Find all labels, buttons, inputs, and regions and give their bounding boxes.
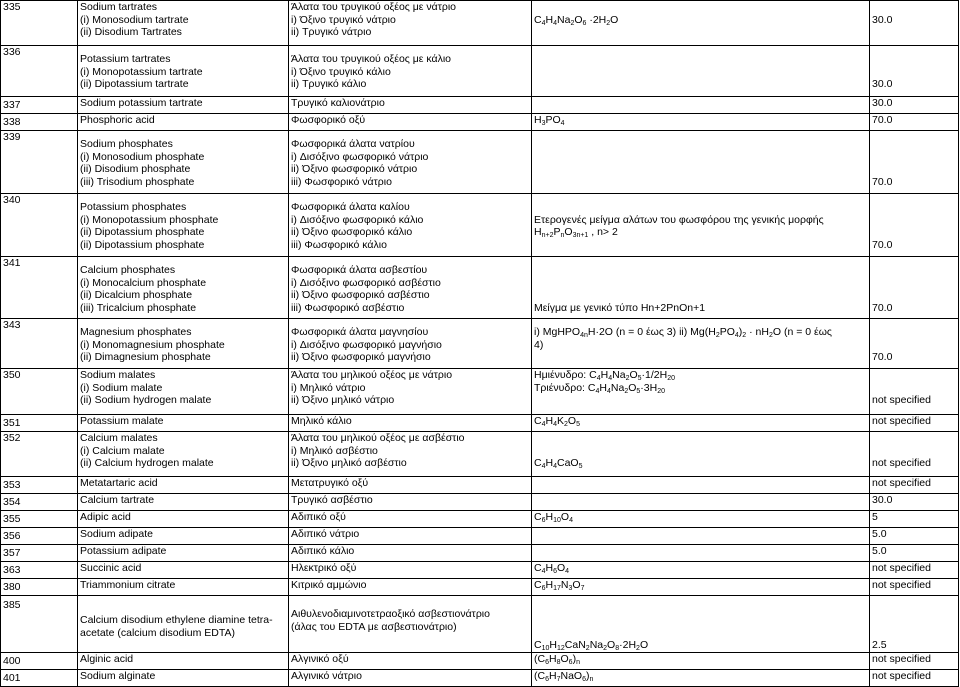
value-cell <box>870 477 959 494</box>
value-cell <box>870 494 959 511</box>
greek-name-line: Αδιπικό νάτριο <box>291 528 360 540</box>
row-number <box>1 545 78 562</box>
greek-name-line: Άλατα του τρυγικού οξέος με κάλιο <box>291 53 452 65</box>
formula-line <box>534 97 867 110</box>
greek-name-line: i) Δισόξινο φωσφορικό νάτριο <box>291 150 429 163</box>
english-name-cell <box>78 257 289 319</box>
value-text: 5 <box>872 511 878 523</box>
greek-name-line: Αιθυλενοδιαμινοτετραοξικό ασβεστιονάτριο <box>291 608 490 620</box>
row-number <box>1 46 78 97</box>
formula-line: $C_4H_4CaO_5$ <box>534 457 583 470</box>
english-name-line: (ii) Sodium hydrogen malate <box>80 394 212 406</box>
english-name-cell <box>78 562 289 579</box>
formula-cell <box>532 131 870 194</box>
row-number <box>1 528 78 545</box>
value-cell <box>870 319 959 369</box>
english-name-cell <box>78 369 289 415</box>
english-name-line: Adipic acid <box>80 511 131 523</box>
formula-line <box>534 528 867 541</box>
row-number <box>1 369 78 415</box>
greek-name-cell <box>289 97 532 114</box>
value-cell <box>870 511 959 528</box>
english-name-cell <box>78 319 289 369</box>
greek-name-cell <box>289 194 532 257</box>
greek-name-line: i) Μηλικό νάτριο <box>291 381 366 394</box>
value-cell <box>870 669 959 686</box>
row-number-text: 336 <box>3 46 21 58</box>
english-name-line: (i) Monocalcium phosphate <box>80 276 207 289</box>
row-number-text: 339 <box>3 131 21 143</box>
greek-name-line: i) Μηλικό ασβέστιο <box>291 444 378 457</box>
greek-name-line: Τρυγικό ασβέστιο <box>291 494 373 506</box>
value-cell <box>870 596 959 653</box>
table-row <box>1 596 959 653</box>
formula-cell <box>532 494 870 511</box>
formula-line <box>534 176 867 189</box>
row-number-text: 338 <box>3 116 21 128</box>
value-cell <box>870 528 959 545</box>
greek-name-line: Φωσφορικά άλατα καλίου <box>291 201 410 213</box>
formula-line: Μείγμα με γενικό τύπο Hn+2PnOn+1 <box>534 301 706 314</box>
formula-cell <box>532 596 870 653</box>
table-row <box>1 432 959 477</box>
table-row <box>1 477 959 494</box>
formula-cell <box>532 319 870 369</box>
row-number <box>1 494 78 511</box>
english-name-line: (i) Monosodium tartrate <box>80 13 189 26</box>
row-number-text: 401 <box>3 671 21 684</box>
table-row <box>1 652 959 669</box>
value-text: 70.0 <box>872 238 893 251</box>
english-name-line: Alginic acid <box>80 652 134 665</box>
formula-line: Ημιένυδρο: $C_4H_4Na_2O_5\cdot 1/2H_{20}$ <box>534 369 676 382</box>
row-number-text: 363 <box>3 564 21 576</box>
english-name-line: acetate (calcium disodium EDTA) <box>80 626 236 639</box>
row-number <box>1 511 78 528</box>
english-name-cell <box>78 669 289 686</box>
row-number-text: 350 <box>3 369 21 381</box>
formula-cell <box>532 477 870 494</box>
greek-name-line: ii) Όξινο μηλικό νάτριο <box>291 394 395 406</box>
greek-name-line: ii) Όξινο φωσφορικό μαγνήσιο <box>291 351 431 363</box>
value-text: 30.0 <box>872 78 893 90</box>
english-name-line: Potassium malate <box>80 415 164 427</box>
formula-cell <box>532 669 870 686</box>
row-number-text: 356 <box>3 530 21 542</box>
english-name-line: Succinic acid <box>80 562 142 574</box>
english-name-line: (ii) Dipotassium tartrate <box>80 78 189 90</box>
table-row <box>1 194 959 257</box>
english-name-line: (i) Monopotassium tartrate <box>80 65 203 78</box>
value-text: not specified <box>872 415 931 427</box>
row-number <box>1 669 78 686</box>
greek-name-line: Αλγινικό οξύ <box>291 652 349 665</box>
english-name-cell <box>78 1 289 46</box>
formula-line: $C_4H_4K_2O_5$ <box>534 415 580 428</box>
greek-name-line: Μετατρυγικό οξύ <box>291 477 369 489</box>
table-row <box>1 114 959 131</box>
english-name-line: Calcium malates <box>80 432 158 444</box>
english-name-cell <box>78 477 289 494</box>
value-text: not specified <box>872 579 931 591</box>
table-row <box>1 545 959 562</box>
english-name-cell <box>78 114 289 131</box>
english-name-cell <box>78 511 289 528</box>
formula-line: $H_{n+2}P_nO_{3n+1}$ , n> 2 <box>534 226 618 239</box>
greek-name-cell <box>289 652 532 669</box>
english-name-line: (i) Calcium malate <box>80 444 165 457</box>
row-number <box>1 432 78 477</box>
row-number-text: 380 <box>3 581 21 593</box>
greek-name-cell <box>289 369 532 415</box>
english-name-line: (i) Sodium malate <box>80 381 163 394</box>
row-number <box>1 579 78 596</box>
value-cell <box>870 97 959 114</box>
greek-name-cell <box>289 545 532 562</box>
greek-name-cell <box>289 528 532 545</box>
english-name-line: Calcium tartrate <box>80 494 155 506</box>
greek-name-cell <box>289 477 532 494</box>
value-text: 2.5 <box>872 639 887 651</box>
row-number-text: 337 <box>3 99 21 111</box>
table-row <box>1 528 959 545</box>
english-name-cell <box>78 545 289 562</box>
english-name-cell <box>78 528 289 545</box>
formula-line: $C_6H_{10}O_4$ <box>534 511 573 524</box>
row-number <box>1 131 78 194</box>
greek-name-line: i) Δισόξινο φωσφορικό ασβέστιο <box>291 276 441 289</box>
table-row <box>1 562 959 579</box>
table-row <box>1 369 959 415</box>
english-name-line: (i) Monopotassium phosphate <box>80 213 219 226</box>
row-number <box>1 319 78 369</box>
formula-line: i) MgHPO$_{4n}$H·2O (n = 0 έως 3) ii) $Mg(H_2PO_4)_2 \cdot nH_2O$ (n = 0 έως <box>534 326 832 339</box>
value-cell <box>870 194 959 257</box>
greek-name-line: ii) Όξινο φωσφορικό νάτριο <box>291 163 418 175</box>
formula-cell <box>532 46 870 97</box>
greek-name-line: Αλγινικό νάτριο <box>291 669 362 682</box>
english-name-line: (i) Monosodium phosphate <box>80 150 205 163</box>
value-cell <box>870 131 959 194</box>
english-name-line: Sodium adipate <box>80 528 153 540</box>
formula-cell <box>532 579 870 596</box>
value-cell <box>870 562 959 579</box>
formula-cell <box>532 114 870 131</box>
formula-line: 4) <box>534 338 544 351</box>
formula-cell <box>532 562 870 579</box>
value-cell <box>870 1 959 46</box>
english-name-line: (iii) Tricalcium phosphate <box>80 301 197 314</box>
table-row <box>1 669 959 686</box>
english-name-line: Sodium tartrates <box>80 1 158 13</box>
formula-cell <box>532 194 870 257</box>
greek-name-line: Άλατα του τρυγικού οξέος με νάτριο <box>291 1 457 13</box>
greek-name-cell <box>289 415 532 432</box>
value-cell <box>870 579 959 596</box>
greek-name-line: iii) Φωσφορικό ασβέστιο <box>291 301 405 314</box>
formula-cell <box>532 369 870 415</box>
english-name-cell <box>78 652 289 669</box>
value-text: not specified <box>872 394 931 406</box>
english-name-line: (ii) Disodium phosphate <box>80 163 191 175</box>
greek-name-line: iii) Φωσφορικό κάλιο <box>291 238 387 251</box>
greek-name-line: Αδιπικό οξύ <box>291 511 346 523</box>
formula-cell <box>532 257 870 319</box>
row-number <box>1 415 78 432</box>
formula-cell <box>532 415 870 432</box>
english-name-cell <box>78 596 289 653</box>
greek-name-line: Φωσφορικά άλατα μαγνησίου <box>291 326 429 338</box>
formula-cell <box>532 432 870 477</box>
english-name-line: (ii) Calcium hydrogen malate <box>80 457 214 469</box>
row-number-text: 355 <box>3 513 21 525</box>
english-name-line: Sodium potassium tartrate <box>80 97 203 109</box>
formula-cell <box>532 511 870 528</box>
formula-line: $C_4H_4Na_2O_6 \cdot 2H_2O$ <box>534 13 619 27</box>
formula-line: Ετερογενές μείγμα αλάτων του φωσφόρου της γενικής μορφής <box>534 213 824 226</box>
value-cell <box>870 545 959 562</box>
row-number-text: 353 <box>3 479 21 491</box>
row-number <box>1 477 78 494</box>
formula-line: $H_3PO_4$ <box>534 114 565 127</box>
formula-cell <box>532 1 870 46</box>
row-number-text: 341 <box>3 257 21 269</box>
greek-name-cell <box>289 432 532 477</box>
english-name-line: (ii) Disodium Tartrates <box>80 26 182 38</box>
value-text: not specified <box>872 477 931 489</box>
row-number-text: 335 <box>3 1 21 13</box>
table-row <box>1 97 959 114</box>
row-number <box>1 97 78 114</box>
greek-name-line: iii) Φωσφορικό νάτριο <box>291 175 392 188</box>
value-cell <box>870 46 959 97</box>
value-text: 70.0 <box>872 301 893 314</box>
greek-name-line: ii) Τρυγικό κάλιο <box>291 78 367 90</box>
greek-name-cell <box>289 1 532 46</box>
english-name-cell <box>78 194 289 257</box>
value-text: not specified <box>872 457 931 469</box>
formula-cell <box>532 652 870 669</box>
greek-name-cell <box>289 579 532 596</box>
formula-line: Τριένυδρο: $C_4H_4Na_2O_5\cdot 3H_{20}$ <box>534 381 666 395</box>
greek-name-line: Φωσφορικό οξύ <box>291 114 366 126</box>
row-number <box>1 194 78 257</box>
greek-name-line: (άλας του EDTA με ασβεστιονάτριο) <box>291 620 457 633</box>
table-row <box>1 579 959 596</box>
row-number <box>1 562 78 579</box>
value-text: 30.0 <box>872 494 893 506</box>
table-row <box>1 494 959 511</box>
row-number <box>1 652 78 669</box>
greek-name-line: Τρυγικό καλιονάτριο <box>291 97 385 109</box>
english-name-line: (i) Monomagnesium phosphate <box>80 338 225 351</box>
row-number-text: 351 <box>3 417 21 429</box>
english-name-line: (ii) Dipotassium phosphate <box>80 226 205 238</box>
greek-name-line: Άλατα του μηλικού οξέος με νάτριο <box>291 369 453 381</box>
greek-name-cell <box>289 669 532 686</box>
greek-name-line: i) Δισόξινο φωσφορικό κάλιο <box>291 213 424 226</box>
greek-name-line: Ηλεκτρικό οξύ <box>291 562 357 574</box>
formula-line: $C_4H_6O_4$ <box>534 562 570 575</box>
row-number-text: 357 <box>3 547 21 559</box>
row-number <box>1 114 78 131</box>
english-name-line: Phosphoric acid <box>80 114 155 126</box>
formula-line <box>534 78 867 91</box>
value-cell <box>870 415 959 432</box>
value-cell <box>870 432 959 477</box>
row-number-text: 352 <box>3 432 21 444</box>
greek-name-line: Μηλικό κάλιο <box>291 415 352 427</box>
row-number <box>1 257 78 319</box>
row-number-text: 385 <box>3 599 21 611</box>
english-name-line: (ii) Dipotassium phosphate <box>80 238 205 251</box>
formula-line <box>534 477 867 490</box>
greek-name-line: ii) Όξινο μηλικό ασβέστιο <box>291 457 407 469</box>
english-name-cell <box>78 46 289 97</box>
greek-name-line: ii) Όξινο φωσφορικό κάλιο <box>291 226 413 238</box>
value-text: 5.0 <box>872 545 887 557</box>
greek-name-line: ii) Τρυγικό νάτριο <box>291 26 372 38</box>
english-name-line: Triammonium citrate <box>80 579 176 591</box>
value-cell <box>870 114 959 131</box>
english-name-line: Sodium alginate <box>80 669 156 682</box>
greek-name-line: Φωσφορικά άλατα νατρίου <box>291 138 415 150</box>
greek-name-line: i) Όξινο τρυγικό κάλιο <box>291 65 391 78</box>
greek-name-line: Φωσφορικά άλατα ασβεστίου <box>291 264 428 276</box>
english-name-line: Magnesium phosphates <box>80 326 192 338</box>
value-cell <box>870 652 959 669</box>
formula-line: $C_6H_{17}N_3O_7$ <box>534 579 585 592</box>
english-name-line: Calcium disodium ethylene diamine tetra- <box>80 614 273 626</box>
formula-line <box>534 494 867 507</box>
formula-line: $(C_6H_7NaO_6)_n$ <box>534 669 594 683</box>
greek-name-cell <box>289 257 532 319</box>
english-name-line: (ii) Dimagnesium phosphate <box>80 351 211 363</box>
greek-name-cell <box>289 131 532 194</box>
english-name-line: Potassium adipate <box>80 545 167 557</box>
english-name-line: Sodium phosphates <box>80 138 173 150</box>
english-name-line: Calcium phosphates <box>80 264 176 276</box>
value-text: 30.0 <box>872 97 893 109</box>
value-cell <box>870 369 959 415</box>
row-number-text: 354 <box>3 496 21 508</box>
english-name-line: Sodium malates <box>80 369 156 381</box>
formula-cell <box>532 528 870 545</box>
value-cell <box>870 257 959 319</box>
greek-name-line: i) Όξινο τρυγικό νάτριο <box>291 13 396 26</box>
english-name-line: Potassium phosphates <box>80 201 187 213</box>
table-row <box>1 131 959 194</box>
english-name-cell <box>78 131 289 194</box>
english-name-line: Potassium tartrates <box>80 53 171 65</box>
value-text: 70.0 <box>872 175 893 188</box>
table-row <box>1 319 959 369</box>
english-name-cell <box>78 432 289 477</box>
greek-name-line: Αδιπικό κάλιο <box>291 545 355 557</box>
greek-name-cell <box>289 319 532 369</box>
value-text: not specified <box>872 562 931 574</box>
english-name-cell <box>78 494 289 511</box>
english-name-cell <box>78 415 289 432</box>
greek-name-line: Κιτρικό αμμώνιο <box>291 579 367 591</box>
greek-name-cell <box>289 114 532 131</box>
value-text: not specified <box>872 652 931 665</box>
formula-line: $C_{10}H_{12}CaN_2Na_2O_8\cdot 2H_2O$ <box>534 639 649 652</box>
row-number <box>1 1 78 46</box>
greek-name-cell <box>289 562 532 579</box>
table-row <box>1 257 959 319</box>
formula-line: $(C_6H_8O_6)_n$ <box>534 652 580 666</box>
formula-cell <box>532 545 870 562</box>
formula-line <box>534 545 867 558</box>
greek-name-line: ii) Όξινο φωσφορικό ασβέστιο <box>291 289 430 301</box>
table-row <box>1 1 959 46</box>
value-text: 70.0 <box>872 351 893 363</box>
greek-name-cell <box>289 511 532 528</box>
table-row <box>1 511 959 528</box>
greek-name-line: i) Δισόξινο φωσφορικό μαγνήσιο <box>291 338 442 351</box>
value-text: 5.0 <box>872 528 887 540</box>
english-name-line: (iii) Trisodium phosphate <box>80 175 195 188</box>
row-number-text: 340 <box>3 194 21 206</box>
row-number-text: 400 <box>3 654 21 667</box>
greek-name-cell <box>289 46 532 97</box>
greek-name-cell <box>289 494 532 511</box>
greek-name-line: Άλατα του μηλικού οξέος με ασβέστιο <box>291 432 465 444</box>
english-name-line: (ii) Dicalcium phosphate <box>80 289 193 301</box>
english-name-line: Metatartaric acid <box>80 477 158 489</box>
formula-cell <box>532 97 870 114</box>
greek-name-cell <box>289 596 532 653</box>
value-text: 70.0 <box>872 114 893 126</box>
english-name-cell <box>78 97 289 114</box>
row-number-text: 343 <box>3 319 21 331</box>
value-text: 30.0 <box>872 13 893 26</box>
english-name-cell <box>78 579 289 596</box>
table-row <box>1 415 959 432</box>
value-text: not specified <box>872 669 931 682</box>
table-row <box>1 46 959 97</box>
row-number <box>1 596 78 653</box>
